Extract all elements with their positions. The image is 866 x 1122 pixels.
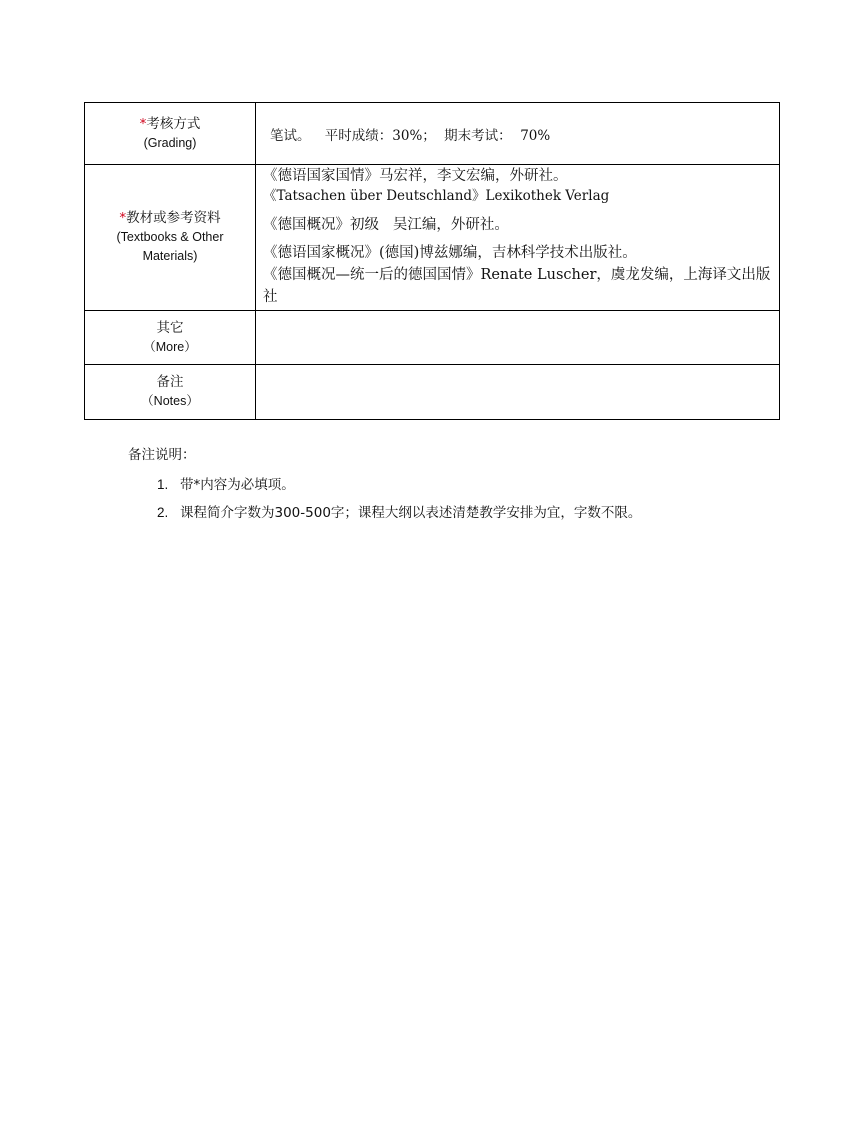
grading-label-en: (Grading) xyxy=(143,135,197,150)
grading-method: 笔试。 xyxy=(270,127,311,144)
footnote-text: 课程简介字数为300-500字；课程大纲以表述清楚教学安排为宜，字数不限。 xyxy=(180,505,642,521)
footnote-text: 带*内容为必填项。 xyxy=(180,477,295,493)
material-item: 《德语国家概况》(德国)博兹娜编，吉林科学技术出版社。 xyxy=(263,245,637,261)
material-item: 《德语国家国情》马宏祥，李文宏编，外研社。 xyxy=(263,168,568,184)
notes-row xyxy=(85,365,780,420)
grading-label-cn xyxy=(85,115,255,134)
notes-label-en: （Notes） xyxy=(141,394,199,408)
required-mark: * xyxy=(119,210,127,226)
grading-row xyxy=(85,103,780,165)
material-item: 《Tatsachen über Deutschland》Lexikothek Verlag xyxy=(263,188,610,204)
more-value-cell xyxy=(256,311,780,365)
footnotes xyxy=(128,444,641,530)
footnotes-title: 备注说明： xyxy=(128,447,196,463)
notes-label-cn: 备注 xyxy=(156,374,184,390)
grading-final-exam: 期末考试： 70% xyxy=(444,127,551,144)
more-label-en: （More） xyxy=(143,339,197,354)
material-item: 《德国概况》初级 吴江编，外研社。 xyxy=(263,217,509,233)
grading-value-cell xyxy=(256,103,780,165)
notes-value-cell xyxy=(256,365,780,420)
more-row xyxy=(85,311,780,365)
materials-label-text: 教材或参考资料 xyxy=(126,210,221,226)
grading-usual-score: 平时成绩：30%； xyxy=(324,127,436,144)
footnote-number: 1. xyxy=(157,477,169,492)
grading-label-text: 考核方式 xyxy=(146,115,201,132)
course-info-table xyxy=(84,102,780,420)
footnotes-list xyxy=(128,474,641,530)
materials-label-cell xyxy=(85,165,256,311)
materials-value-cell xyxy=(256,165,780,311)
footnote-number: 2. xyxy=(157,505,169,520)
more-label-cn: 其它 xyxy=(156,319,184,336)
footnote-item xyxy=(128,474,641,502)
materials-row xyxy=(85,165,780,311)
required-mark: * xyxy=(139,115,147,132)
more-label-cell xyxy=(85,311,256,365)
materials-label-en-2: Materials) xyxy=(142,249,198,263)
notes-label-cell xyxy=(85,365,256,420)
materials-label-en-1: (Textbooks & Other xyxy=(116,230,224,244)
grading-label-cell xyxy=(85,103,256,165)
footnote-item xyxy=(128,502,641,530)
materials-label-cn xyxy=(85,209,255,228)
material-item: 《德国概况—统一后的德国国情》Renate Luscher，虞龙发编，上海译文出版社 xyxy=(263,267,771,305)
